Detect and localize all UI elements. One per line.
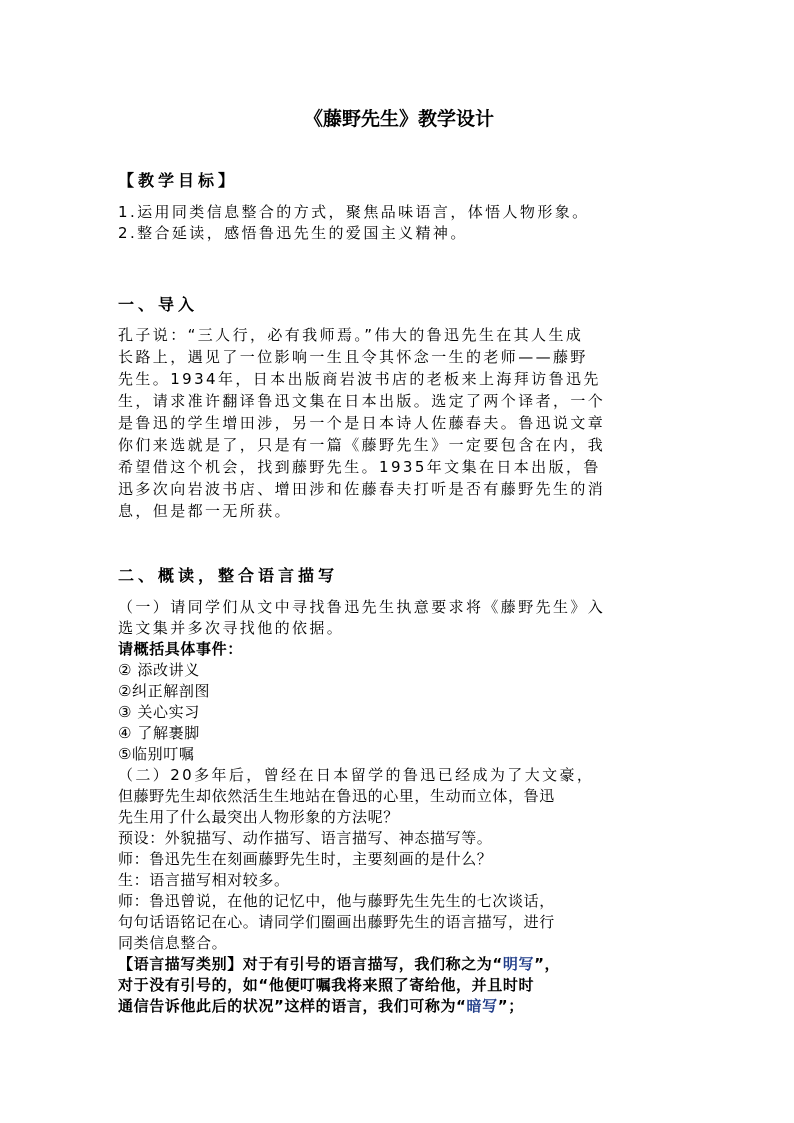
categories-lead: 通信告诉他此后的状况”这样的语言，我们可称为“ (118, 997, 467, 1015)
event-item: ④ 了解裹脚 (118, 724, 200, 742)
section2-part2-line: 先生用了什么最突出人物形象的方法呢？ (118, 808, 399, 826)
categories-line-3 (118, 996, 524, 1017)
objective-item-2: 2.整合延读，感悟鲁迅先生的爱国主义精神。 (118, 224, 468, 242)
section2-part2-line: 同类信息整合。 (118, 934, 228, 952)
objectives-heading: 【教学目标】 (118, 171, 239, 190)
section1-line: 你们来选就是了，只是有一篇《藤野先生》一定要包含在内，我 (118, 436, 606, 454)
categories-tail: ”； (497, 997, 524, 1015)
categories-line-1 (118, 954, 560, 975)
section2-part2-line: 师：鲁迅曾说，在他的记忆中，他与藤野先生先生的七次谈话， (118, 892, 555, 910)
event-item: ② 添改讲义 (118, 661, 200, 679)
event-item: ③ 关心实习 (118, 703, 200, 721)
objective-item-1: 1.运用同类信息整合的方式，聚焦品味语言，体悟人物形象。 (118, 203, 590, 221)
categories-tail: ”， (534, 955, 561, 973)
section1-line: 先生。1934年，日本出版商岩波书店的老板来上海拜访鲁迅先 (118, 370, 601, 388)
term-explicit: 明写 (502, 955, 535, 973)
section1-heading: 一、导入 (118, 295, 199, 314)
event-item: ⑤临别叮嘱 (118, 745, 195, 763)
section1-line: 长路上，遇见了一位影响一生且令其怀念一生的老师——藤野 (118, 348, 588, 366)
section2-part1-line: 选文集并多次寻找他的依据。 (118, 619, 345, 637)
section2-part2-line: 生：语言描写相对较多。 (118, 871, 290, 889)
section2-part2-line: 师：鲁迅先生在刻画藤野先生时，主要刻画的是什么？ (118, 850, 493, 868)
section2-part1-line: （一）请同学们从文中寻找鲁迅先生执意要求将《藤野先生》入 (118, 598, 606, 616)
events-prompt: 请概括具体事件： (118, 640, 243, 658)
section1-line: 息，但是都一无所获。 (118, 502, 293, 520)
section1-line: 生，请求准许翻译鲁迅文集在日本出版。选定了两个译者，一个 (118, 392, 606, 410)
section2-part2-line: 预设：外貌描写、动作描写、语言描写、神态描写等。 (118, 829, 493, 847)
section1-line: 迅多次向岩波书店、增田涉和佐藤春夫打听是否有藤野先生的消 (118, 480, 606, 498)
section2-part2-line: 句句话语铭记在心。请同学们圈画出藤野先生的语言描写，进行 (118, 913, 555, 931)
section1-line: 是鲁迅的学生增田涉，另一个是日本诗人佐藤春夫。鲁迅说文章 (118, 414, 606, 432)
section1-line: 希望借这个机会，找到藤野先生。1935年文集在日本出版，鲁 (118, 458, 601, 476)
page-title: 《藤野先生》教学设计 (303, 108, 494, 130)
categories-lead: 【语言描写类别】对于有引号的语言描写，我们称之为“ (118, 955, 503, 973)
section2-part2-line: （二）20多年后，曾经在日本留学的鲁迅已经成为了大文豪， (118, 766, 595, 784)
event-item: ②纠正解剖图 (118, 682, 211, 700)
section1-line: 孔子说：“三人行，必有我师焉。”伟大的鲁迅先生在其人生成 (118, 326, 584, 344)
term-implicit: 暗写 (466, 997, 498, 1015)
categories-line-2: 对于没有引号的，如“他便叮嘱我将来照了寄给他，并且时时 (118, 976, 535, 994)
section2-heading: 二、概读，整合语言描写 (118, 566, 339, 585)
section2-part2-line: 但藤野先生却依然活生生地站在鲁迅的心里，生动而立体，鲁迅 (118, 787, 555, 805)
